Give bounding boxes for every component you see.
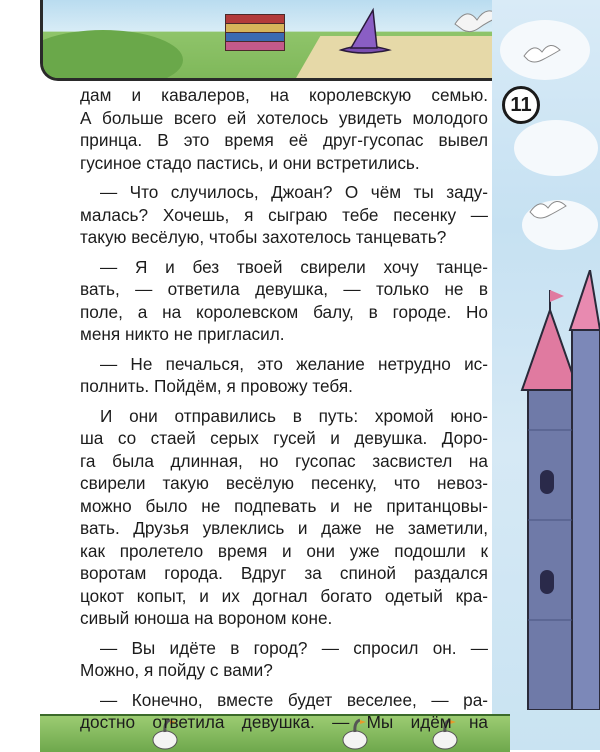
cloud-icon	[514, 120, 598, 176]
text-line: — Я и без твоей свирели хочу танце-	[100, 256, 488, 277]
paragraph	[80, 84, 488, 174]
text-line: И они отправились в путь: хромой юно-	[100, 405, 488, 426]
castle-icon	[500, 270, 600, 710]
books-icon	[225, 10, 285, 50]
paragraph	[80, 689, 488, 734]
top-illustration	[40, 0, 516, 81]
text-line: можно было не подпевать и не пританцовы-	[80, 495, 488, 516]
text-line: принца. В это время её друг-гусопас вывел	[80, 130, 488, 150]
text-line: вать. Друзья увлеклись и даже не заметили,	[80, 518, 488, 538]
text-line: га была длинная, но гусопас засвистел на	[80, 450, 488, 471]
text-line: воротам города. Вдруг за спиной раздался	[80, 563, 488, 583]
hill	[40, 30, 183, 81]
text-line: такую весёлую, чтобы захотелось танцевать?	[80, 227, 447, 247]
text-line: малась? Хочешь, я сыграю тебе песенку —	[80, 204, 488, 225]
text-line: гусиное стадо пастись, и они встретились.	[80, 152, 420, 173]
text-line: дам и кавалеров, на королевскую семью.	[80, 85, 488, 105]
text-line: — Не печалься, это желание нетрудно ис-	[100, 353, 488, 374]
paragraph	[80, 405, 488, 630]
text-line: меня никто не пригласил.	[80, 324, 285, 344]
text-line: полнить. Пойдём, я провожу тебя.	[80, 376, 353, 396]
text-line: — Конечно, вместе будет веселее, — ра-	[100, 689, 488, 710]
road	[286, 36, 516, 81]
paragraph	[80, 256, 488, 346]
text-line: вать, — ответила девушка, — только не в	[80, 279, 488, 299]
text-line: А больше всего ей хотелось увидеть молодого	[80, 107, 488, 128]
paragraph	[80, 353, 488, 398]
text-line: сивый юноша на вороном коне.	[80, 608, 333, 628]
dove-icon	[522, 40, 562, 70]
text-line: — Что случилось, Джоан? О чём ты заду-	[100, 182, 488, 202]
text-line: как пролетело время и они уже подошли к	[80, 540, 488, 561]
paragraph	[80, 637, 488, 682]
page-number: 11	[502, 86, 540, 124]
paragraph	[80, 181, 488, 249]
text-line: Можно, я пойду с вами?	[80, 660, 273, 680]
text-line: — Вы идёте в город? — спросил он. —	[100, 637, 488, 658]
text-line: поле, а на королевском балу, в городе. Но	[80, 301, 488, 322]
text-line: достно ответила девушка. — Мы идём на	[80, 712, 488, 732]
text-line: свирели такую весёлую песенку, что невоз-	[80, 473, 488, 493]
wizard-hat-icon	[333, 6, 393, 56]
text-line: ша со стаей серых гусей и девушка. Доро-	[80, 428, 488, 448]
text-line: цокот копыт, и их догнал богато одетый кра-	[80, 585, 488, 606]
dove-icon	[528, 196, 568, 226]
story-text	[80, 84, 488, 741]
